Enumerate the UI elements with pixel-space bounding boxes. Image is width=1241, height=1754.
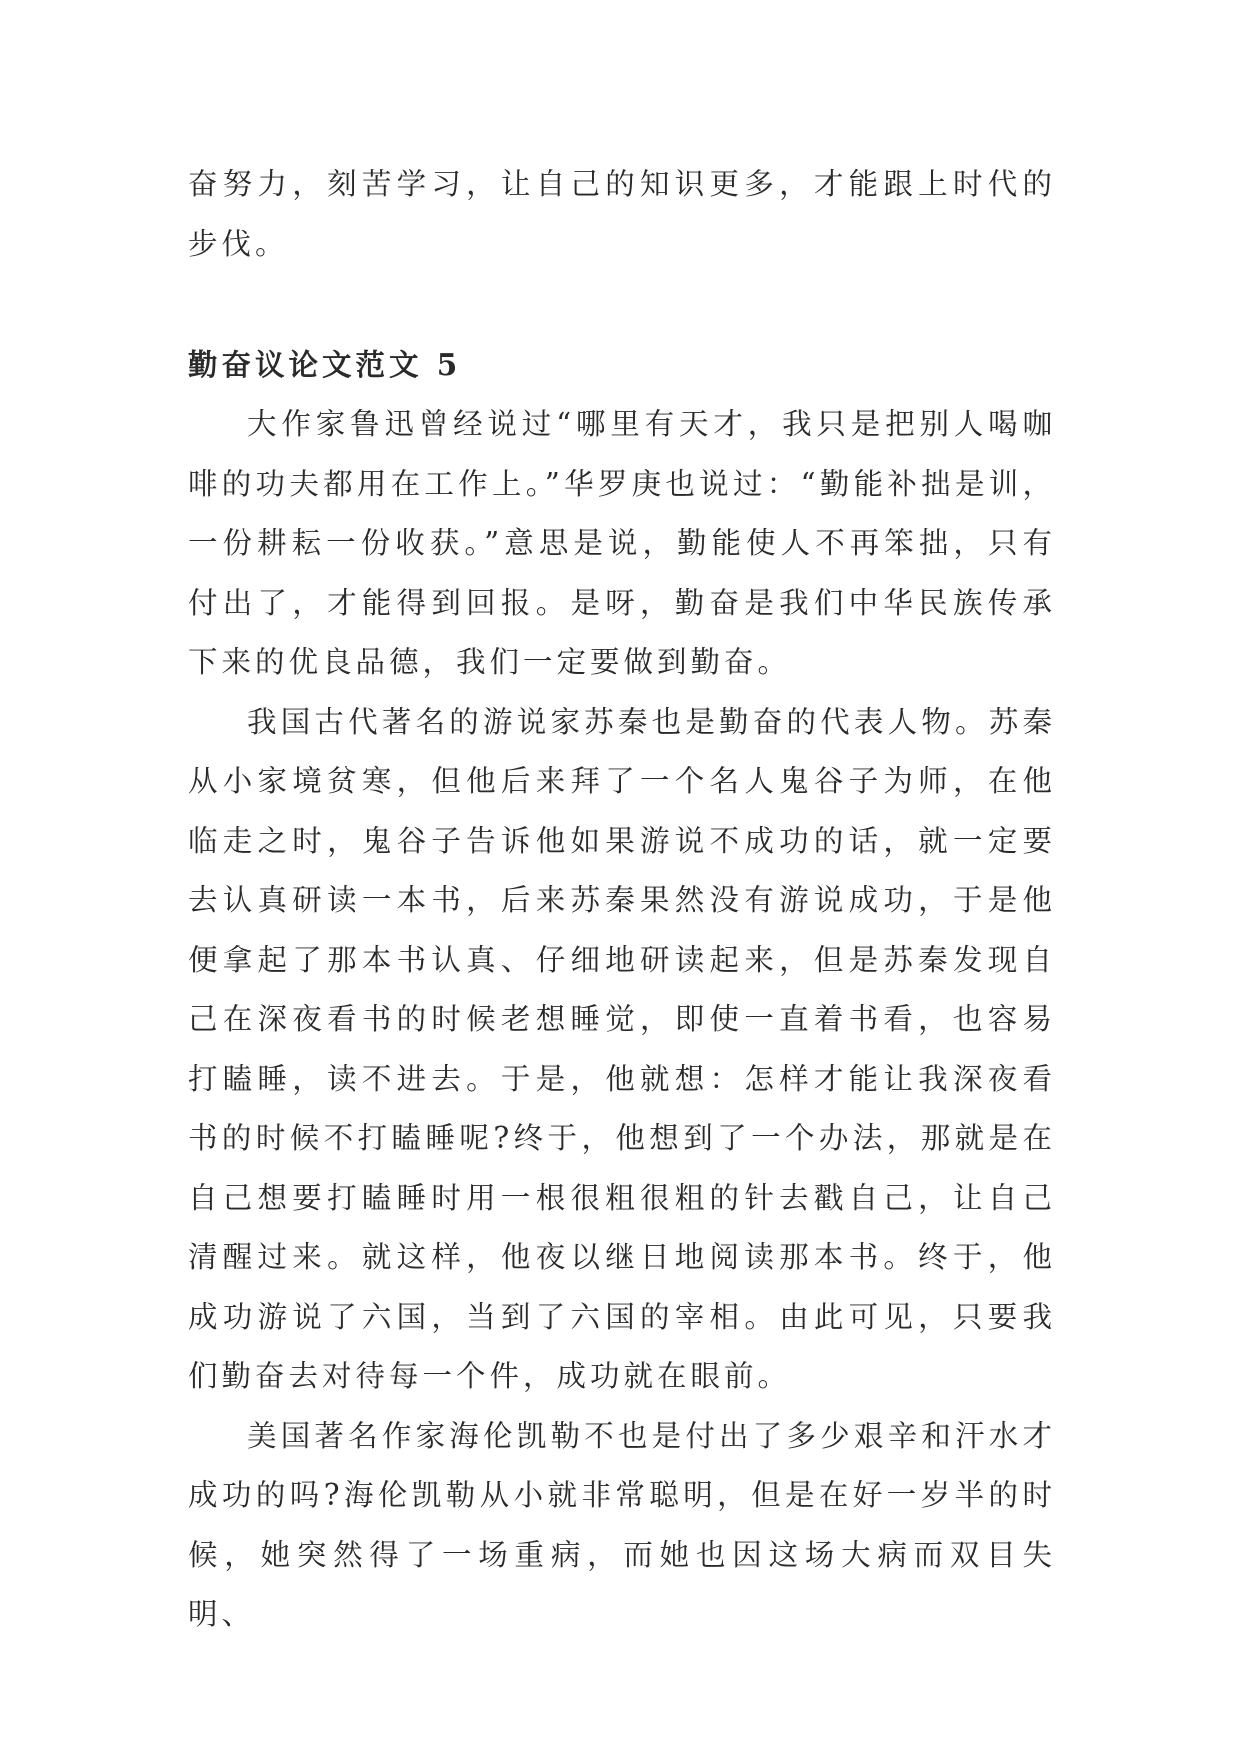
body-paragraph-1: 大作家鲁迅曾经说过“哪里有天才，我只是把别人喝咖啡的功夫都用在工作上。”华罗庚也说过：“勤能补拙是训，一份耕耘一份收获。”意思是说，勤能使人不再笨拙，只有付出了，才能得到回报。是呀，勤奋是我们中华民族传承下来的优良品德，我们一定要做到勤奋。 (188, 407, 1056, 679)
continuation-paragraph: 奋努力，刻苦学习，让自己的知识更多，才能跟上时代的步伐。 (188, 167, 1056, 261)
body-paragraph-2: 我国古代著名的游说家苏秦也是勤奋的代表人物。苏秦从小家境贫寒，但他后来拜了一个名人鬼谷子为师，在他临走之时，鬼谷子告诉他如果游说不成功的话，就一定要去认真研读一本书，后来苏秦果然没有游说成功，于是他便拿起了那本书认真、仔细地研读起来，但是苏秦发现自己在深夜看书的时候老想睡觉，即使一直着书看，也容易打瞌睡，读不进去。于是，他就想：怎样才能让我深夜看书的时候不打瞌睡呢?终于，他想到了一个办法，那就是在自己想要打瞌睡时用一根很粗很粗的针去戳自己，让自己清醒过来。就这样，他夜以继日地阅读那本书。终于，他成功游说了六国，当到了六国的宰相。由此可见，只要我们勤奋去对待每一个件，成功就在眼前。 (188, 704, 1056, 1393)
essay-body (188, 395, 1056, 1645)
body-paragraph-3: 美国著名作家海伦凯勒不也是付出了多少艰辛和汗水才成功的吗?海伦凯勒从小就非常聪明，但是在好一岁半的时候，她突然得了一场重病，而她也因这场大病而双目失明、 (188, 1418, 1056, 1631)
section-title: 勤奋议论文范文 5 (188, 347, 462, 382)
